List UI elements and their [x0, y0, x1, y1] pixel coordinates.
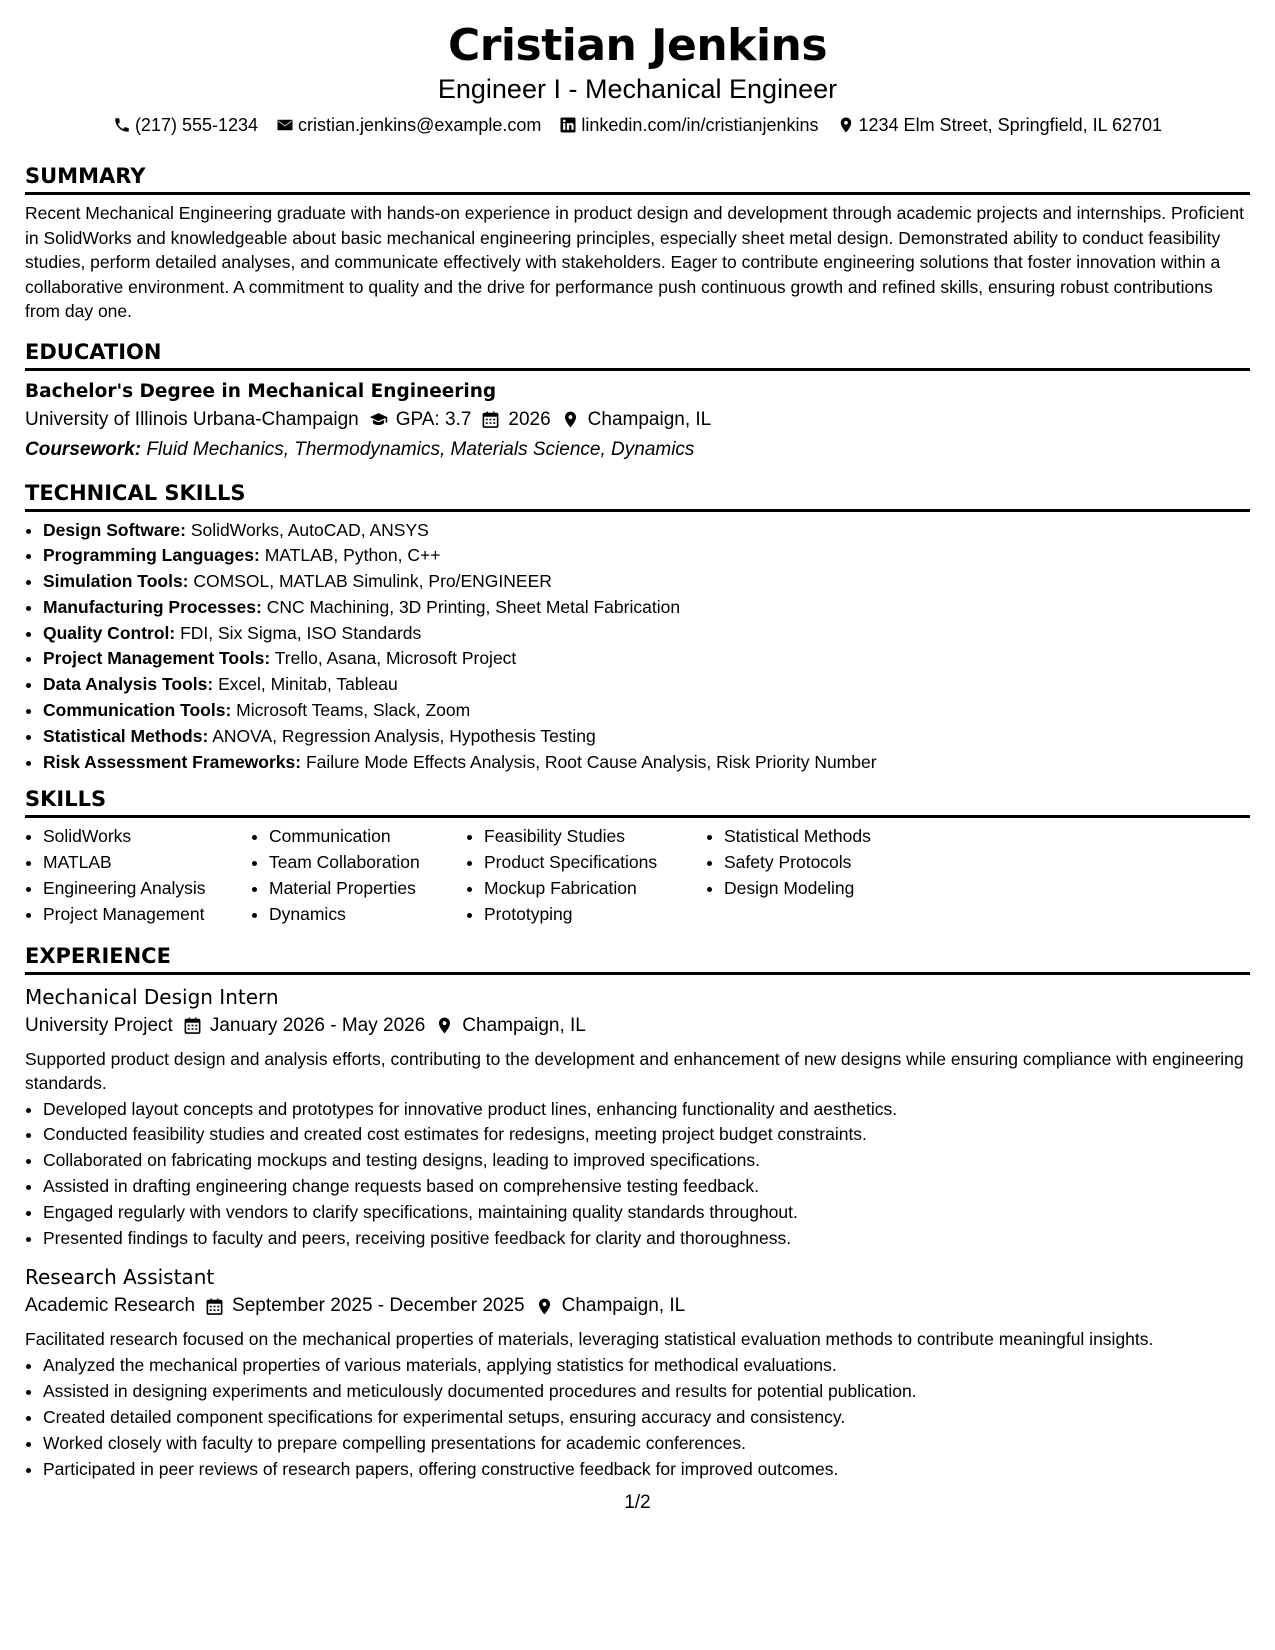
job-bullets	[25, 1097, 1250, 1252]
technical-skill-label: Communication Tools:	[43, 700, 232, 721]
skill-item: • Mockup Fabrication	[484, 876, 706, 902]
candidate-name: Cristian Jenkins	[447, 20, 828, 71]
technical-skill-value: Trello, Asana, Microsoft Project	[274, 648, 517, 669]
contact-address	[837, 112, 1163, 138]
graduation-cap-icon	[369, 410, 388, 429]
skills-column	[466, 824, 706, 927]
page-number: 1/2	[624, 1492, 651, 1513]
job-meta	[25, 1011, 1250, 1041]
address-text: 1234 Elm Street, Springfield, IL 62701	[858, 115, 1163, 135]
technical-skill-item	[43, 646, 1250, 672]
grad-year-text: 2026	[508, 408, 551, 430]
map-pin-icon	[435, 1016, 454, 1035]
education-heading: EDUCATION	[25, 338, 1250, 371]
job-bullet: • Analyzed the mechanical properties of various materials, applying statistics for methodical evaluations.	[43, 1353, 1250, 1379]
resume-page	[25, 20, 1250, 1482]
technical-skill-value: CNC Machining, 3D Printing, Sheet Metal Fabrication	[266, 596, 681, 617]
linkedin-icon	[559, 116, 577, 134]
job-dates: January 2026 - May 2026	[209, 1014, 426, 1036]
job-org: Academic Research	[25, 1295, 196, 1317]
skills-column	[25, 824, 251, 927]
skill-item: • Material Properties	[269, 876, 466, 902]
technical-skill-item	[43, 543, 1250, 569]
skills-grid	[25, 824, 1250, 927]
technical-skill-label: Design Software:	[43, 519, 186, 540]
job-bullet: • Developed layout concepts and prototypes for innovative product lines, enhancing functionality and aesthetics.	[43, 1097, 1250, 1123]
technical-skill-value: Excel, Minitab, Tableau	[218, 674, 398, 695]
skill-item: • Statistical Methods	[724, 824, 924, 850]
education-location-text: Champaign, IL	[587, 408, 712, 430]
technical-skills-list	[25, 518, 1250, 776]
phone-text: (217) 555-1234	[134, 115, 259, 135]
job-entry	[25, 983, 1250, 1252]
job-entry	[25, 1263, 1250, 1482]
job-dates-item	[205, 1291, 525, 1321]
experience-section	[25, 942, 1250, 1483]
coursework	[25, 435, 1250, 465]
education-location-item	[561, 405, 712, 435]
education-meta	[25, 405, 1250, 435]
skills-column	[706, 824, 924, 927]
technical-skill-label: Data Analysis Tools:	[43, 674, 214, 695]
education-section	[25, 338, 1250, 465]
job-bullet: • Presented findings to faculty and peers, receiving positive feedback for clarity and thoroughness.	[43, 1226, 1250, 1252]
job-summary: Facilitated research focused on the mechanical properties of materials, leveraging statistical evaluation methods to contribute meaningful insights.	[25, 1329, 1154, 1350]
job-bullet: • Assisted in drafting engineering change requests based on comprehensive testing feedback.	[43, 1174, 1250, 1200]
job-bullet: • Participated in peer reviews of research papers, offering constructive feedback for improved outcomes.	[43, 1457, 1250, 1483]
technical-skill-label: Simulation Tools:	[43, 571, 189, 592]
technical-skill-item	[43, 698, 1250, 724]
job-summary: Supported product design and analysis efforts, contributing to the development and enhancement of new designs while ensuring compliance with engineering standards.	[25, 1048, 1244, 1093]
degree-title: Bachelor's Degree in Mechanical Engineering	[25, 380, 497, 402]
coursework-list: Fluid Mechanics, Thermodynamics, Materials Science, Dynamics	[146, 438, 695, 460]
job-bullet: • Worked closely with faculty to prepare compelling presentations for academic conferences.	[43, 1431, 1250, 1457]
job-title: Mechanical Design Intern	[25, 984, 279, 1009]
coursework-label: Coursework:	[25, 438, 142, 460]
job-list	[25, 983, 1250, 1483]
technical-skill-value: SolidWorks, AutoCAD, ANSYS	[190, 519, 429, 540]
skill-item: • Team Collaboration	[269, 850, 466, 876]
skill-item: • Communication	[269, 824, 466, 850]
job-bullet: • Engaged regularly with vendors to clarify specifications, maintaining quality standards throughout.	[43, 1200, 1250, 1226]
map-pin-icon	[837, 116, 855, 134]
technical-skill-item	[43, 518, 1250, 544]
technical-skill-label: Programming Languages:	[43, 545, 260, 566]
skill-item: • Design Modeling	[724, 876, 924, 902]
job-location-item	[435, 1011, 586, 1041]
gpa-item	[369, 405, 472, 435]
technical-skill-label: Statistical Methods:	[43, 725, 209, 746]
technical-skill-value: Failure Mode Effects Analysis, Root Cause Analysis, Risk Priority Number	[305, 751, 877, 772]
job-org: University Project	[25, 1014, 173, 1036]
technical-skills-heading: TECHNICAL SKILLS	[25, 479, 1250, 512]
job-bullet: • Collaborated on fabricating mockups and testing designs, leading to improved specifications.	[43, 1148, 1250, 1174]
skills-heading: SKILLS	[25, 785, 1250, 818]
skills-column	[251, 824, 466, 927]
skill-item: • Dynamics	[269, 902, 466, 928]
skill-item: • Product Specifications	[484, 850, 706, 876]
skill-item: • Prototyping	[484, 902, 706, 928]
technical-skill-label: Manufacturing Processes:	[43, 596, 262, 617]
skill-item: • SolidWorks	[43, 824, 251, 850]
technical-skill-value: MATLAB, Python, C++	[264, 545, 441, 566]
skill-item: • Safety Protocols	[724, 850, 924, 876]
map-pin-icon	[561, 410, 580, 429]
gpa-text: GPA: 3.7	[395, 408, 472, 430]
contact-phone[interactable]	[113, 112, 258, 138]
technical-skills-section	[25, 479, 1250, 776]
job-title: Research Assistant	[25, 1265, 215, 1290]
summary-heading: SUMMARY	[25, 162, 1250, 195]
technical-skill-label: Project Management Tools:	[43, 648, 271, 669]
technical-skill-value: Microsoft Teams, Slack, Zoom	[236, 700, 471, 721]
calendar-icon	[205, 1297, 224, 1316]
email-text: cristian.jenkins@example.com	[298, 115, 542, 135]
school-name: University of Illinois Urbana-Champaign	[25, 408, 359, 430]
job-bullets	[25, 1353, 1250, 1482]
summary-text: Recent Mechanical Engineering graduate with hands-on experience in product design and development through academic projects and internships. Proficient in SolidWorks and knowledgeable about basic mechanical engineering principles, especially sheet metal design. Demonstrated ability to conduct feasibility studies, perform detailed analyses, and communicate effectively with stakeholders. Eager to contribute engineering solutions that foster innovation within a collaborative environment. A commitment to quality and the drive for performance push continuous growth and refined skills, ensuring robust contributions from day one.	[25, 203, 1244, 321]
technical-skill-item	[43, 724, 1250, 750]
summary-section	[25, 162, 1250, 324]
contact-bar	[25, 112, 1250, 138]
skill-item: • Engineering Analysis	[43, 876, 251, 902]
skill-item: • MATLAB	[43, 850, 251, 876]
phone-icon	[113, 116, 131, 134]
map-pin-icon	[535, 1297, 554, 1316]
contact-email[interactable]	[276, 112, 541, 138]
job-location-item	[535, 1291, 686, 1321]
technical-skill-value: FDI, Six Sigma, ISO Standards	[180, 622, 422, 643]
job-meta	[25, 1291, 1250, 1321]
skills-section	[25, 785, 1250, 927]
skill-item: • Project Management	[43, 902, 251, 928]
job-location: Champaign, IL	[462, 1014, 586, 1036]
technical-skill-value: COMSOL, MATLAB Simulink, Pro/ENGINEER	[193, 571, 552, 592]
technical-skill-value: ANOVA, Regression Analysis, Hypothesis Testing	[212, 725, 596, 746]
job-location: Champaign, IL	[561, 1295, 686, 1317]
technical-skill-item	[43, 750, 1250, 776]
technical-skill-item	[43, 569, 1250, 595]
candidate-title: Engineer I - Mechanical Engineer	[437, 74, 838, 104]
job-dates-item	[183, 1011, 425, 1041]
calendar-icon	[481, 410, 500, 429]
experience-heading: EXPERIENCE	[25, 942, 1250, 975]
technical-skill-label: Quality Control:	[43, 622, 176, 643]
envelope-icon	[276, 116, 294, 134]
job-bullet: • Assisted in designing experiments and meticulously documented procedures and results for potential publication.	[43, 1379, 1250, 1405]
skill-item: • Feasibility Studies	[484, 824, 706, 850]
calendar-icon	[183, 1016, 202, 1035]
job-bullet: • Created detailed component specifications for experimental setups, ensuring accuracy and consistency.	[43, 1405, 1250, 1431]
technical-skill-label: Risk Assessment Frameworks:	[43, 751, 302, 772]
job-bullet: • Conducted feasibility studies and created cost estimates for redesigns, meeting project budget constraints.	[43, 1122, 1250, 1148]
job-dates: September 2025 - December 2025	[232, 1295, 525, 1317]
contact-linkedin[interactable]	[559, 112, 818, 138]
grad-year-item	[481, 405, 550, 435]
technical-skill-item	[43, 595, 1250, 621]
technical-skill-item	[43, 621, 1250, 647]
linkedin-text: linkedin.com/in/cristianjenkins	[581, 115, 819, 135]
technical-skill-item	[43, 672, 1250, 698]
